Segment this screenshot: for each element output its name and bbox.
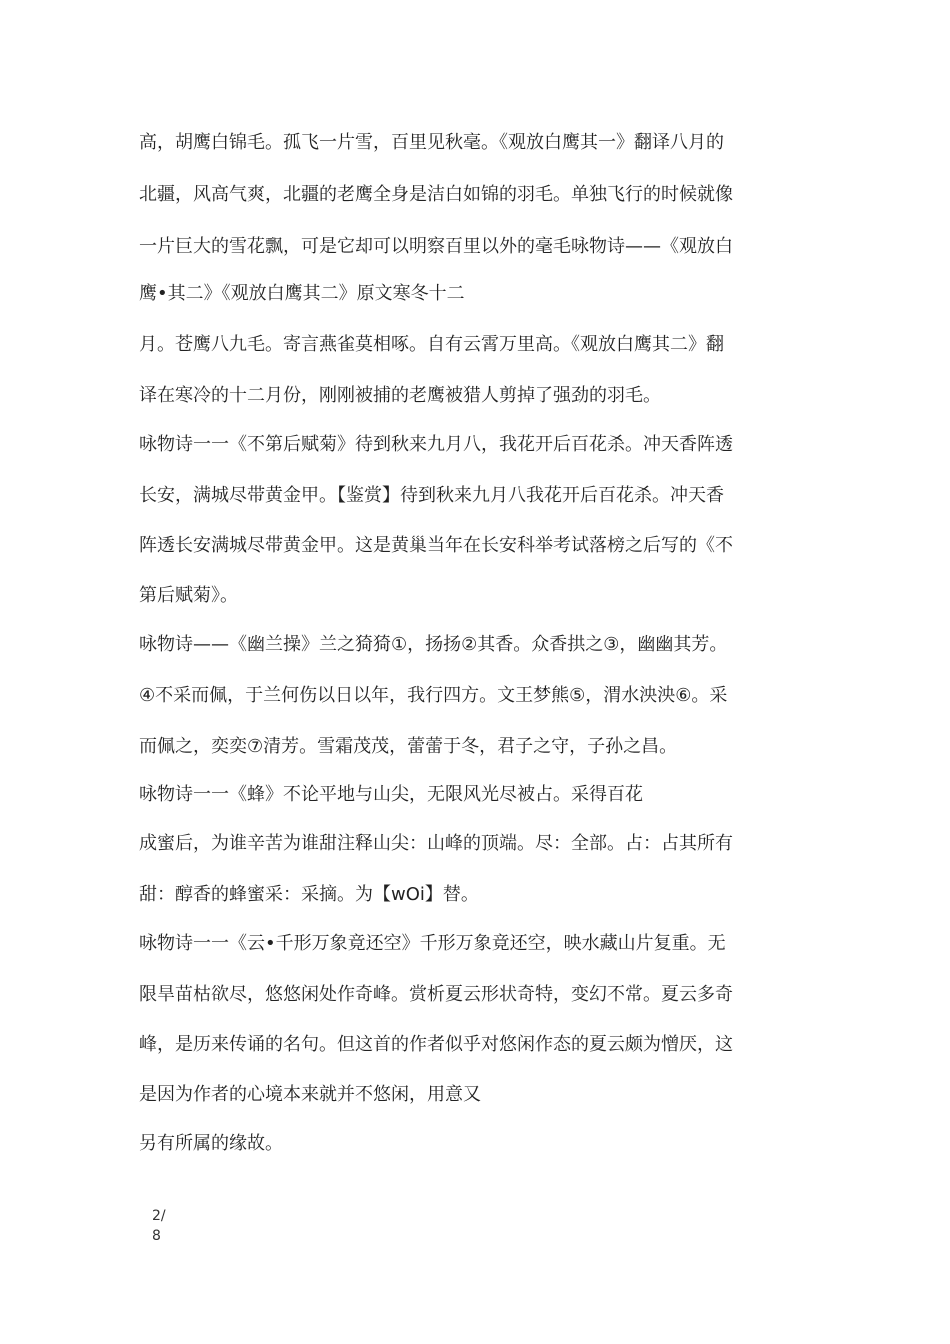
- text-line: 限旱苗枯欲尽，悠悠闲处作奇峰。赏析夏云形状奇特，变幻不常。夏云多奇: [139, 984, 733, 1005]
- text-line: ④不采而佩，于兰何伤以日以年，我行四方。文王梦熊⑤，渭水泱泱⑥。采: [139, 685, 728, 706]
- text-line: 甜：醇香的蜂蜜采：采摘。为【wOi】替。: [139, 884, 479, 905]
- text-line: 阵透长安满城尽带黄金甲。这是黄巢当年在长安科举考试落榜之后写的《不: [139, 535, 733, 556]
- text-line: 另有所属的缘故。: [139, 1133, 283, 1154]
- text-line: 是因为作者的心境本来就并不悠闲，用意又: [139, 1084, 481, 1105]
- page-number: [152, 1206, 166, 1246]
- text-line: 译在寒冷的十二月份，刚刚被捕的老鹰被猎人剪掉了强劲的羽毛。: [139, 385, 661, 406]
- text-line: 高，胡鹰白锦毛。孤飞一片雪，百里见秋毫。《观放白鹰其一》翻译八月的: [139, 132, 724, 153]
- text-line: 咏物诗一一《不第后赋菊》待到秋来九月八，我花开后百花杀。冲天香阵透: [139, 434, 733, 455]
- text-line: 第后赋菊》。: [139, 585, 238, 606]
- text-line: 一片巨大的雪花飘，可是它却可以明察百里以外的毫毛咏物诗——《观放白: [139, 236, 733, 257]
- text-line: 咏物诗——《幽兰操》兰之猗猗①，扬扬②其香。众香拱之③，幽幽其芳。: [139, 634, 728, 655]
- page-number-current: 2/: [152, 1208, 166, 1224]
- text-line: 峰，是历来传诵的名句。但这首的作者似乎对悠闲作态的夏云颇为憎厌，这: [139, 1034, 733, 1055]
- text-line: 成蜜后，为谁辛苦为谁甜注释山尖：山峰的顶端。尽：全部。占：占其所有: [139, 833, 733, 854]
- text-line: 咏物诗一一《云•千形万象竟还空》千形万象竟还空，映水藏山片复重。无: [139, 933, 726, 954]
- text-line: 月。苍鹰八九毛。寄言燕雀莫相啄。自有云霄万里高。《观放白鹰其二》翻: [139, 334, 724, 355]
- text-line: 长安，满城尽带黄金甲。【鉴赏】待到秋来九月八我花开后百花杀。冲天香: [139, 485, 724, 506]
- text-line: 咏物诗一一《蜂》不论平地与山尖，无限风光尽被占。采得百花: [139, 784, 643, 805]
- page-number-total: 8: [152, 1228, 161, 1244]
- text-line: 而佩之，奕奕⑦清芳。雪霜茂茂，蕾蕾于冬，君子之守，子孙之昌。: [139, 736, 678, 757]
- text-line: 北疆，风高气爽，北疆的老鹰全身是洁白如锦的羽毛。单独飞行的时候就像: [139, 184, 733, 205]
- text-line: 鹰•其二》《观放白鹰其二》原文寒冬十二: [139, 283, 465, 304]
